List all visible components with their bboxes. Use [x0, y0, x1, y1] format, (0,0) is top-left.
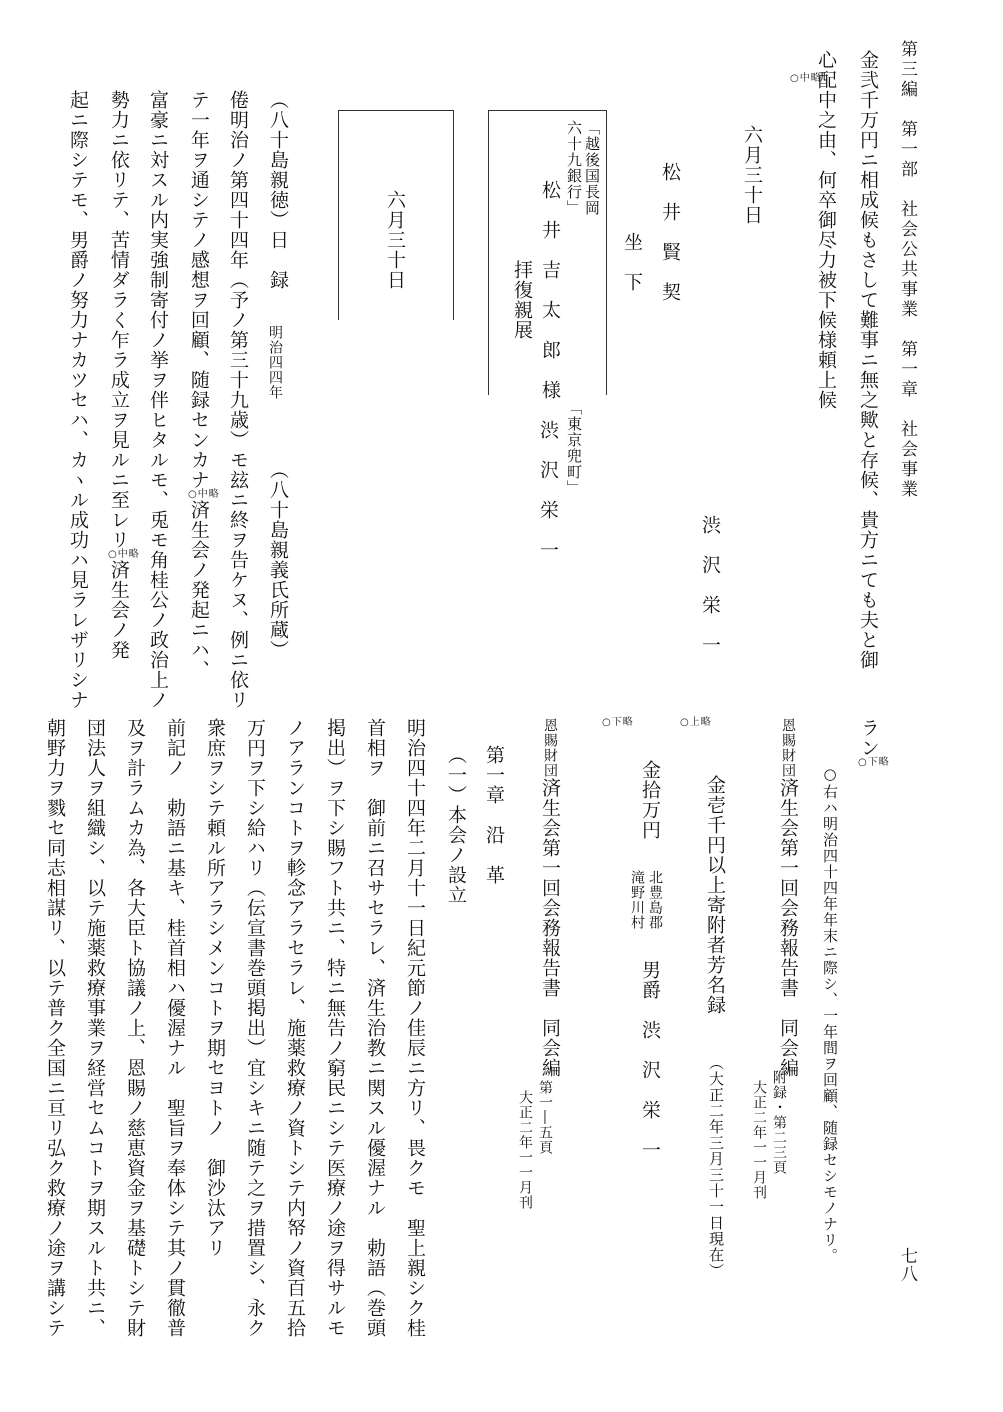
body-line-6: 衆庶ヲシテ頼ル所アラシメンコトヲ期セヨトノ 御沙汰アリ	[204, 718, 226, 1258]
donor-name: 男爵 渋 沢 栄 一	[639, 960, 661, 1160]
report1-org: 恩賜財団	[780, 718, 796, 778]
diary-line-1: 倦明治ノ第四十四年（予ノ第三十九歳）モ玆ニ終ヲ告ケヌ、例ニ依リ	[227, 90, 249, 710]
box-date: 六月三十日	[384, 190, 406, 290]
diary-title: （八十島親徳）日 録	[267, 90, 289, 290]
letter-recipient: 松 井 賢 契	[659, 162, 681, 302]
diary-line-3: 富豪ニ対スル内実強制寄付ノ挙ヲ伴ヒタルモ、兎モ角桂公ノ政治上ノ	[147, 90, 169, 710]
body-line-4: ノアランコトヲ軫念アラセラレ、施薬救療ノ資トシテ内帑ノ資百五拾	[284, 718, 306, 1338]
report2-page-ref: 第一―五頁	[537, 1080, 553, 1155]
report1-publisher: 同会編	[777, 1018, 799, 1078]
donation-amount: 金拾万円	[639, 760, 661, 840]
report2-org: 恩賜財団	[542, 718, 558, 778]
donors-date: （大正二年三月三十一日現在）	[707, 1055, 725, 1279]
diary-owner: （八十島親義氏所蔵）	[267, 460, 289, 660]
body-line-10: 朝野力ヲ戮セ同志相謀リ、以テ普ク全国ニ亘リ弘ク救療ノ途ヲ講シテ	[44, 718, 66, 1338]
report2-pub-date: 大正二年一一月刊	[517, 1090, 533, 1210]
letter-date: 六月三十日	[741, 125, 763, 225]
envelope-top-rule	[488, 110, 606, 111]
envelope-location-left: 六十九銀行」	[565, 120, 583, 216]
envelope-closing: 拝復親展	[511, 260, 533, 340]
running-header: 第三編 第一部 社会公共事業 第一章 社会事業	[897, 40, 917, 500]
body-line-3: 掲出）ヲ下シ賜フト共ニ、特ニ無告ノ窮民ニシテ医療ノ途ヲ得サルモ	[324, 718, 346, 1338]
body-line-5: 万円ヲ下シ給ハリ（伝宣書巻頭掲出）宜シキニ随テ之ヲ措置シ、永ク	[244, 718, 266, 1338]
diary-note: ○右ハ明治四十四年年末ニ際シ、一年間ヲ回顧、随録セシモノナリ。	[821, 765, 839, 1264]
body-line-9: 団法人ヲ組織シ、以テ施薬救療事業ヲ経営セムコトヲ期スルト共ニ、	[84, 718, 106, 1338]
date-box-top-rule	[338, 110, 453, 111]
letter-line-2: 心配中之由、何卒御尽力被下候様頼上候	[815, 50, 837, 410]
chapter-heading: 第一章 沿 革	[483, 745, 505, 885]
envelope-right-rule	[606, 110, 607, 395]
diary-line-4: 勢力ニ依リテ、苦情ダラく乍ラ成立ヲ見ルニ至レリ○中略済生会ノ発	[107, 90, 140, 660]
page-number: 七八	[897, 1247, 917, 1283]
diary-end: ラン○下略	[857, 718, 890, 768]
envelope-addressee: 松 井 吉 太 郎 様	[539, 180, 561, 400]
envelope-location-right: 「越後国長岡	[583, 120, 601, 216]
body-line-7: 前記ノ 勅語ニ基キ、桂首相ハ優渥ナル 聖旨ヲ奉体シテ其ノ貫徹普	[164, 718, 186, 1338]
report1-heading	[778, 718, 797, 1078]
diary-line-5: 起ニ際シテモ、男爵ノ努力ナカツセハ、カヽル成功ハ見ラレザリシナ	[67, 90, 89, 710]
donor-address-2: 滝野川村	[629, 870, 645, 930]
envelope-sender: 渋 沢 栄 一	[537, 420, 559, 560]
recipient-honorific: 坐 下	[621, 232, 643, 292]
diary-line-2: テ一年ヲ通シテノ感想ヲ回顧、随録センカナ○中略済生会ノ発起ニハ、	[187, 90, 220, 680]
section-heading: （一）本会ノ設立	[445, 745, 467, 905]
letter-sender: 渋 沢 栄 一	[699, 515, 721, 655]
body-line-2: 首相ヲ 御前ニ召サセラレ、済生治教ニ関スル優渥ナル 勅語（巻頭	[364, 718, 386, 1338]
body-line-1: 明治四十四年二月十一日紀元節ノ佳辰ニ方リ、畏クモ 聖上親シク桂	[404, 718, 426, 1338]
donors-heading: 金壱千円以上寄附者芳名録	[704, 775, 726, 1015]
mark-lower: ○下略	[602, 717, 634, 728]
diary-year: 明治四四年	[267, 325, 283, 400]
report2-title: 済生会第一回会務報告書	[539, 778, 561, 998]
report1-title: 済生会第一回会務報告書	[777, 778, 799, 998]
omission-mark: ○中略	[790, 73, 822, 84]
date-box-left-rule	[338, 110, 339, 320]
report2-publisher: 同会編	[539, 1018, 561, 1078]
report2-heading	[540, 718, 559, 1078]
envelope-left-rule	[488, 110, 489, 395]
mark-upper: ○上略	[680, 717, 712, 728]
body-line-8: 及ヲ計ラムカ為、各大臣ト協議ノ上、恩賜ノ慈恵資金ヲ基礎トシテ財	[124, 718, 146, 1338]
report1-pub-date: 大正二年一一月刊	[751, 1080, 767, 1200]
envelope-address: 「東京兜町」	[565, 400, 583, 496]
date-box-right-rule	[453, 110, 454, 320]
letter-line-1: 金弐千万円ニ相成候もさして難事ニ無之歟と存候、貴方ニても夫と御	[857, 50, 879, 670]
report1-page-ref: 附録・第二三頁	[771, 1070, 787, 1175]
donor-address-1: 北豊島郡	[647, 870, 663, 930]
